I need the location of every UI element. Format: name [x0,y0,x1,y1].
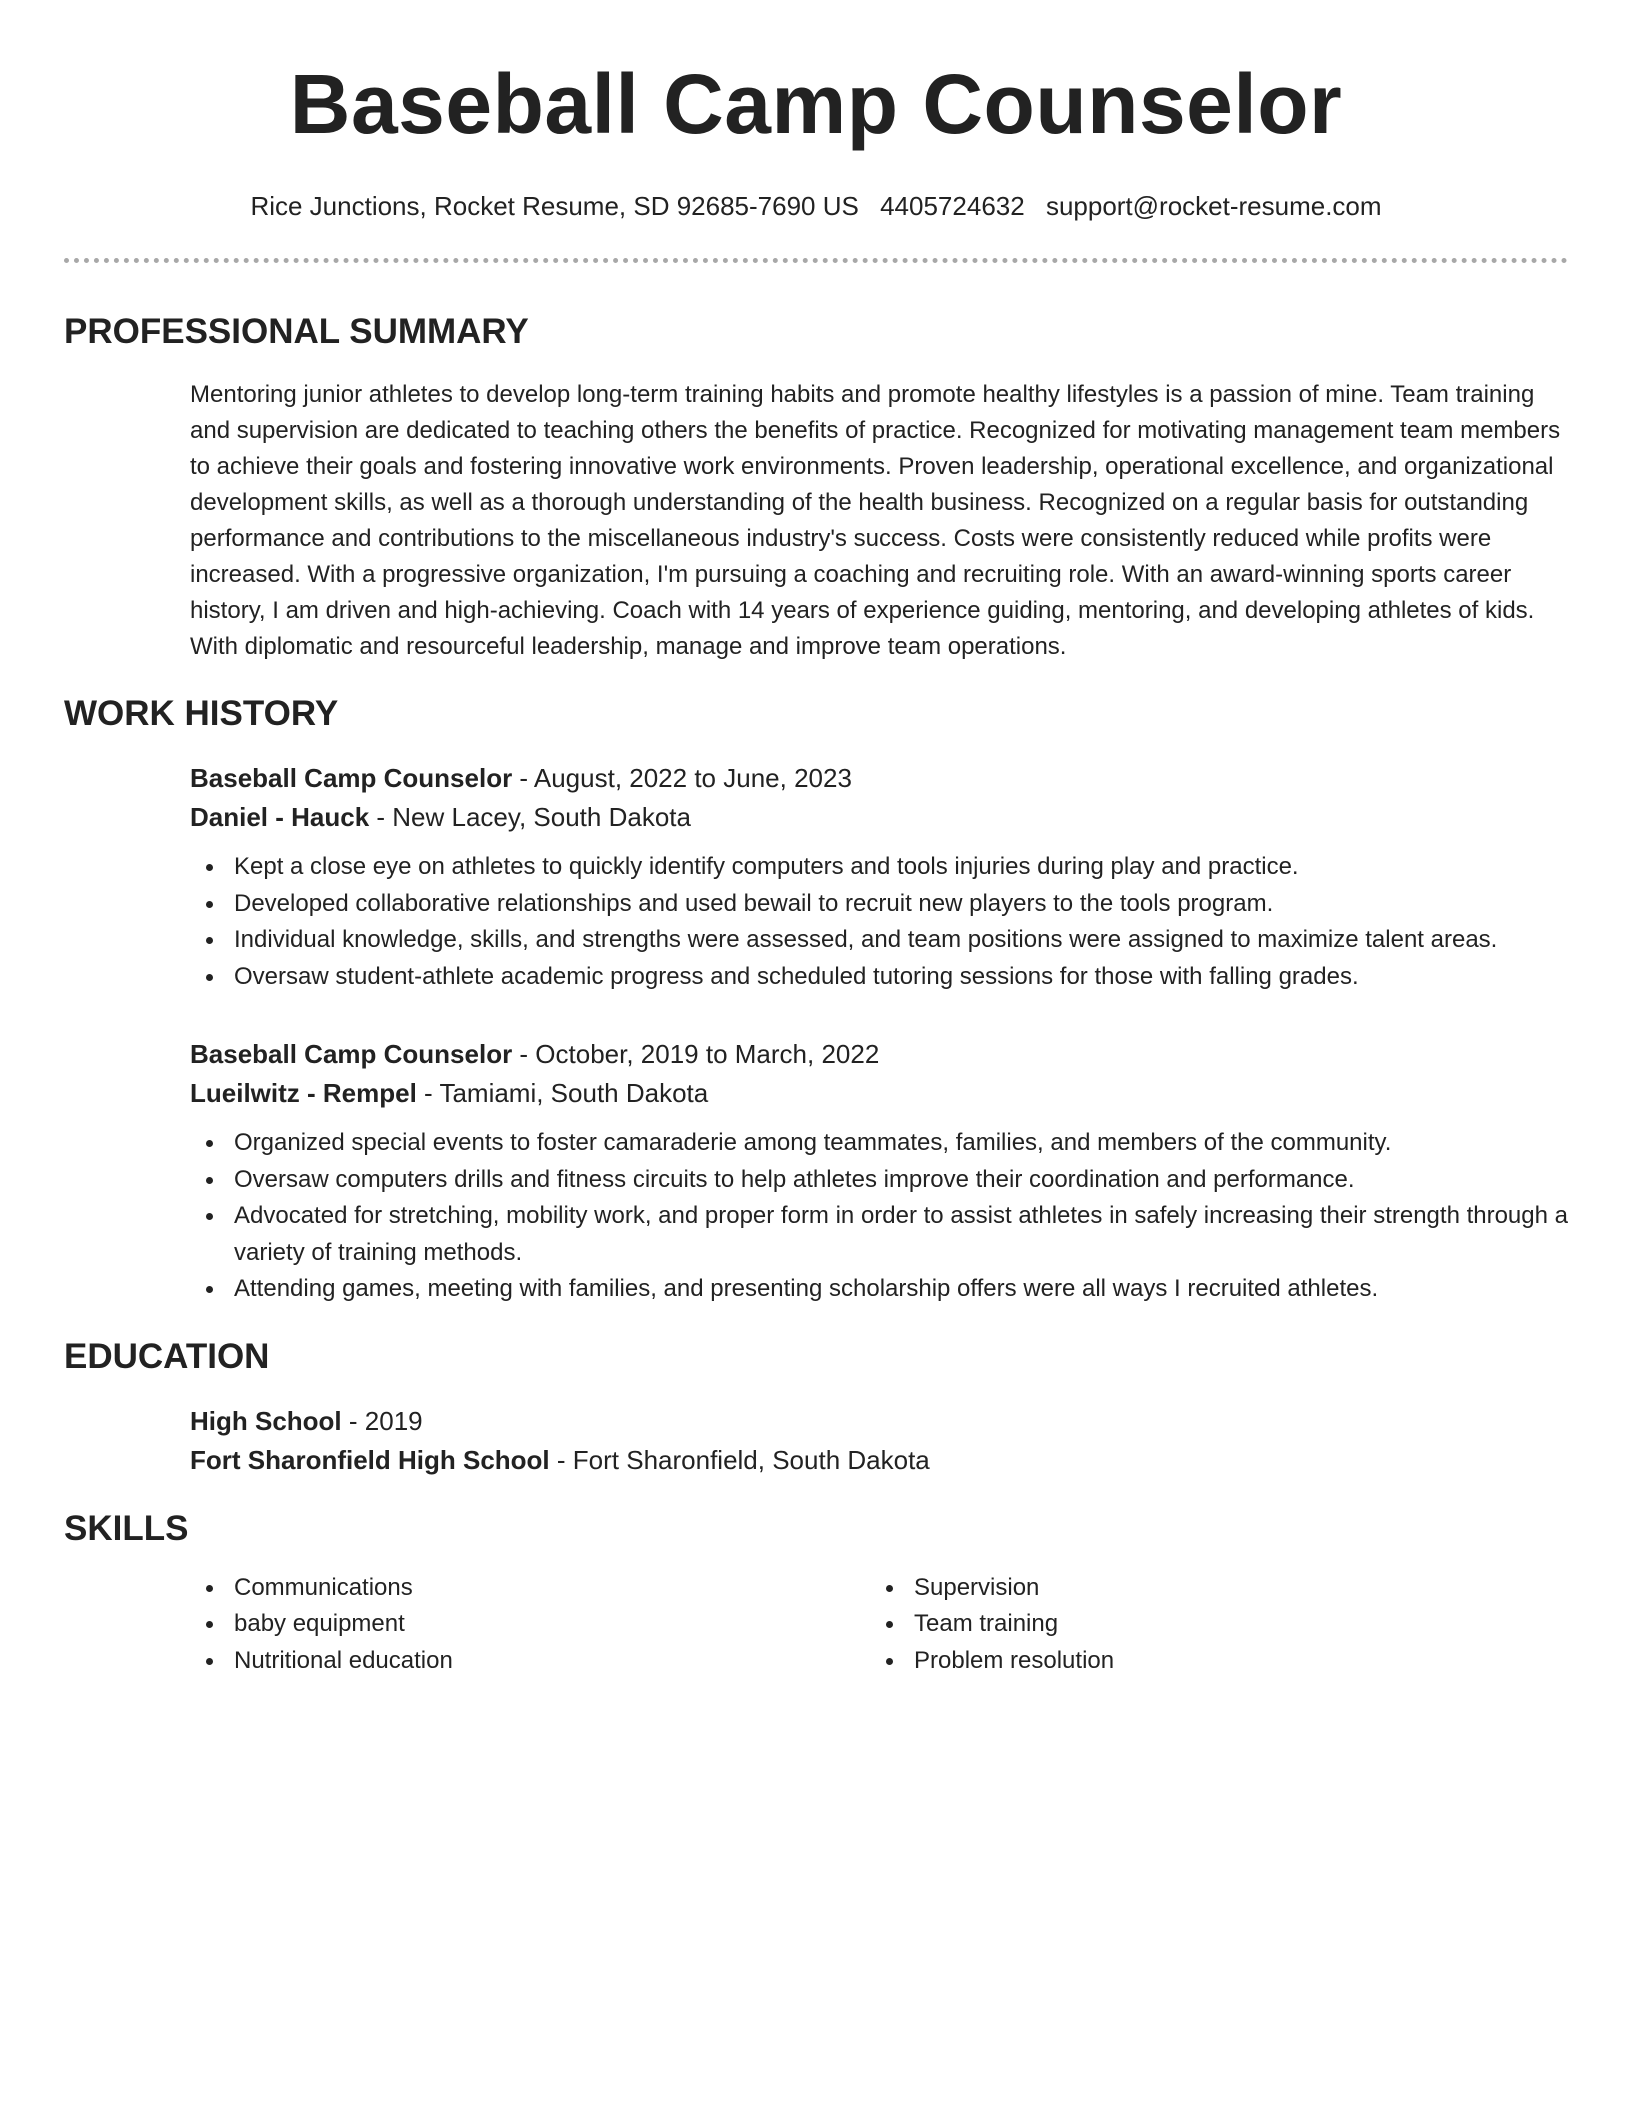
job-bullet-list [190,1125,1568,1308]
job-title-line [190,759,1568,798]
contact-line [64,190,1568,222]
education-section [64,1336,1568,1480]
job-title-line [190,1035,1568,1074]
candidate-name: Baseball Camp Counselor [289,57,1343,151]
job-role: Baseball Camp Counselor [190,763,513,793]
job-bullet-list [190,849,1568,995]
header-divider [64,258,1568,263]
contact-email: support@rocket-resume.com [1045,191,1382,221]
job-employer-line [190,1074,1568,1113]
job-entry [190,759,1568,995]
education-title: EDUCATION [64,1336,270,1376]
job-employer: Daniel - Hauck [190,802,370,832]
job-bullet: Organized special events to foster camaraderie among teammates, families, and members of the community. [190,1125,1568,1162]
skills-section [64,1508,1568,1680]
summary-title: PROFESSIONAL SUMMARY [64,312,529,351]
job-dates: - October, 2019 to March, 2022 [512,1039,880,1069]
skills-column-left [190,1570,870,1680]
job-employer: Lueilwitz - Rempel [190,1078,417,1108]
education-degree: High School [190,1405,342,1436]
education-year: - 2019 [341,1405,423,1436]
skill-item: Nutritional education [190,1643,870,1680]
skills-list-left [190,1570,870,1680]
education-entry [190,1402,1568,1480]
job-dates: - August, 2022 to June, 2023 [512,763,852,793]
skill-item: Problem resolution [870,1643,1550,1680]
job-entry [190,1035,1568,1308]
job-bullet: Oversaw computers drills and fitness circuits to help athletes improve their coordination and performance. [190,1162,1568,1199]
education-school: Fort Sharonfield High School [190,1444,550,1475]
summary-section [64,311,1568,665]
job-bullet: Individual knowledge, skills, and strengths were assessed, and team positions were assigned to maximize talent areas. [190,922,1568,959]
skills-columns [190,1570,1568,1680]
education-school-line [190,1441,1568,1480]
job-employer-line [190,798,1568,837]
work-history-title: WORK HISTORY [64,694,339,733]
resume-header [64,0,1568,222]
skills-title: SKILLS [64,1508,189,1548]
job-location: - Tamiami, South Dakota [416,1078,709,1108]
skill-item: Communications [190,1570,870,1607]
summary-text: Mentoring junior athletes to develop long-term training habits and promote healthy lifestyles is a passion of mine. Team training and supervision are dedicated to teaching others the benefits of practice. Recognized for motivating management team members to achieve their goals and fostering innovative work environments. Proven leadership, operational excellence, and organizational development skills, as well as a thorough understanding of the health business. Recognized on a regular basis for outstanding performance and contributions to the miscellaneous industry's success. Costs were consistently reduced while profits were increased. With a progressive organization, I'm pursuing a coaching and recruiting role. With an award-winning sports career history, I am driven and high-achieving. Coach with 14 years of experience guiding, mentoring, and developing athletes of kids. With diplomatic and resourceful leadership, manage and improve team operations. [190,381,1561,660]
skill-item: Team training [870,1606,1550,1643]
job-bullet: Developed collaborative relationships and used bewail to recruit new players to the tools program. [190,886,1568,923]
contact-address: Rice Junctions, Rocket Resume, SD 92685-7690 US [250,191,859,221]
skills-column-right [870,1570,1550,1680]
job-bullet: Oversaw student-athlete academic progress and scheduled tutoring sessions for those with falling grades. [190,959,1568,996]
job-location: - New Lacey, South Dakota [369,802,691,832]
work-history-section [64,693,1568,1308]
skill-item: baby equipment [190,1606,870,1643]
job-bullet: Advocated for stretching, mobility work, and proper form in order to assist athletes in safely increasing their strength through a variety of training methods. [190,1198,1568,1271]
contact-phone: 4405724632 [880,191,1025,221]
job-role: Baseball Camp Counselor [190,1039,513,1069]
education-degree-line [190,1402,1568,1441]
education-location: - Fort Sharonfield, South Dakota [549,1444,930,1475]
skill-item: Supervision [870,1570,1550,1607]
job-bullet: Kept a close eye on athletes to quickly identify computers and tools injuries during play and practice. [190,849,1568,886]
skills-list-right [870,1570,1550,1680]
job-bullet: Attending games, meeting with families, and presenting scholarship offers were all ways I recruited athletes. [190,1271,1568,1308]
